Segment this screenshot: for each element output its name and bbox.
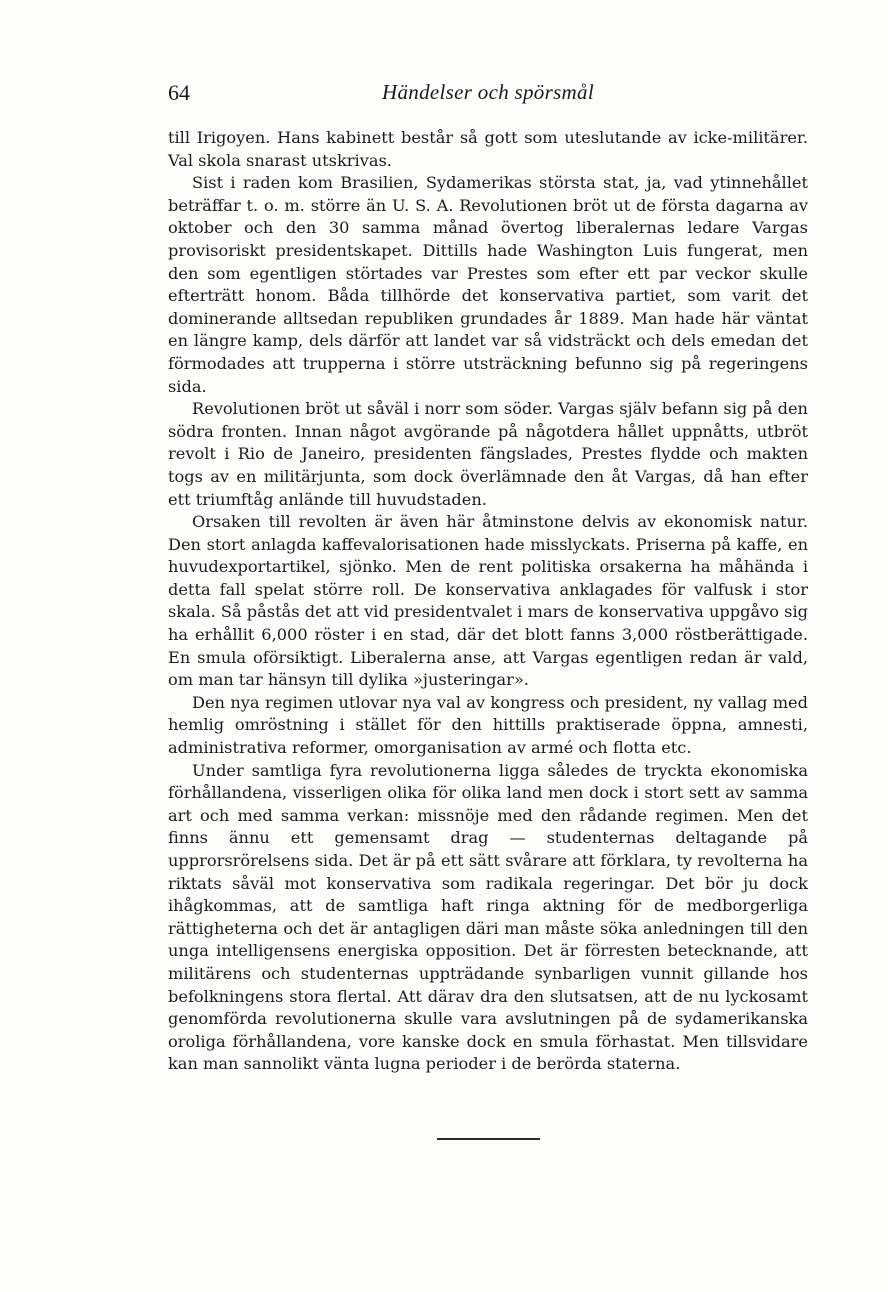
paragraph: Sist i raden kom Brasilien, Sydamerikas största stat, ja, vad ytinnehållet beträffar t. o. m. större än U. S. A. Revolutionen bröt ut de första dagarna av oktober och den 30 samma månad övertog liberalernas ledare Vargas provisoriskt presidentskapet. Dittills hade Washington Luis fungerat, men den som egentligen störtades var Prestes som efter ett par veckor skulle efterträtt honom. Båda tillhörde det konservativa partiet, som varit det dominerande alltsedan republiken grundades år 1889. Man hade här väntat en längre kamp, dels därför att landet var så vidsträckt och dels emedan det förmodades att trupperna i större utsträckning befunno sig på regeringens sida. (168, 173, 808, 396)
page-header (168, 80, 808, 110)
paragraph: Under samtliga fyra revolutionerna ligga således de tryckta ekonomiska förhållandena, visserligen olika för olika land men dock i stort sett av samma art och med samma verkan: missnöje med den rådande regimen. Men det finns ännu ett gemensamt drag — studenternas deltagande på upprorsrörelsens sida. Det är på ett sätt svårare att förklara, ty revolterna ha riktats såväl mot konservativa som radikala regeringar. Det bör ju dock ihågkommas, att de samtliga haft ringa aktning för de medborgerliga rättigheterna och det är antagligen däri man måste söka anledningen till den unga intelligensens energiska opposition. Det är förresten betecknande, att militärens och studenternas uppträdande synbarligen vunnit gillande hos befolkningens stora flertal. Att därav dra den slutsatsen, att de nu lyckosamt genomförda revolutionerna skulle vara avslutningen på de sydamerikanska oroliga förhållandena, vore kanske dock en smula förhastat. Men tillsvidare kan man sannolikt vänta lugna perioder i de berörda staterna. (168, 760, 808, 1074)
page-number: 64 (168, 80, 190, 105)
paragraph: Revolutionen bröt ut såväl i norr som söder. Vargas själv befann sig på den södra fronten. Innan något avgörande på någotdera hållet uppnåtts, utbröt revolt i Rio de Janeiro, presidenten fängslades, Prestes flydde och makten togs av en militärjunta, som dock överlämnade den åt Vargas, då han efter ett triumftåg anlände till huvudstaden. (168, 399, 808, 509)
paragraph: Den nya regimen utlovar nya val av kongress och president, ny vallag med hemlig omröstning i stället för den hittills praktiserade öppna, amnesti, administrativa reformer, omorganisation av armé och flotta etc. (168, 692, 808, 758)
paragraph: till Irigoyen. Hans kabinett består så gott som uteslutande av icke-militärer. Val skola snarast utskrivas. (168, 128, 808, 170)
running-title: Händelser och spörsmål (382, 80, 594, 104)
article-body (168, 127, 808, 1076)
section-end-rule (437, 1138, 540, 1140)
paragraph: Orsaken till revolten är även här åtminstone delvis av ekonomisk natur. Den stort anlagda kaffevalorisationen hade misslyckats. Priserna på kaffe, en huvudexportartikel, sjönko. Men de rent politiska orsakerna ha måhända i detta fall spelat större roll. De konservativa anklagades för valfusk i stor skala. Så påstås det att vid presidentvalet i mars de konservativa uppgåvo sig ha erhållit 6,000 röster i en stad, där det blott fanns 3,000 röstberättigade. En smula oförsiktigt. Liberalerna anse, att Vargas egentligen redan är vald, om man tar hänsyn till dylika »justeringar». (168, 512, 808, 690)
